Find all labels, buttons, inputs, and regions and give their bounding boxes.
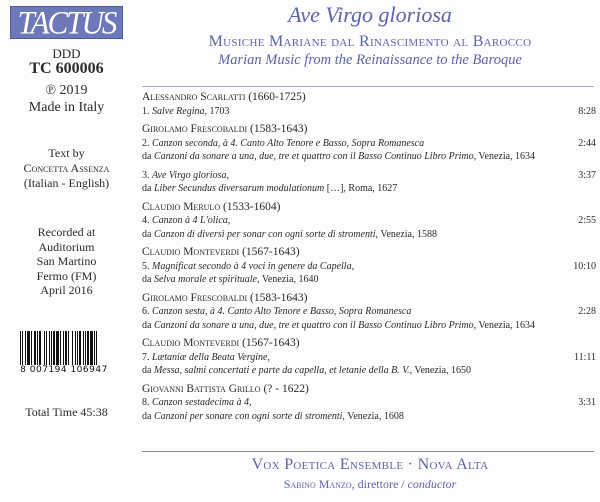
- track-title: Canzon sestadecima à 4: [152, 397, 249, 408]
- source-details: , Venezia, 1588: [375, 228, 437, 240]
- track-number: 3.: [142, 169, 152, 181]
- track-source-line: [142, 364, 596, 378]
- track-title-suffix: ,: [227, 215, 231, 226]
- track-duration: 8:28: [578, 105, 596, 117]
- source-title: Selva morale et spirituale: [153, 274, 257, 285]
- recording-line: San Martino: [36, 254, 97, 268]
- recording-line: Fermo (FM): [36, 268, 97, 283]
- source-details: , Venezia, 1608: [342, 410, 404, 422]
- composer-group: [142, 337, 596, 378]
- conductor-role: , direttore /: [351, 477, 408, 491]
- album-title: Ave Virgo gloriosa: [288, 2, 452, 27]
- composer-group: [142, 91, 596, 118]
- track-number: 8.: [142, 397, 152, 408]
- catalog-number: TC 600006: [29, 60, 104, 77]
- track-number: 6.: [142, 306, 152, 317]
- source-title: Canzoni per sonare con ogni sorte di stromenti: [153, 410, 343, 422]
- track-title-suffix: ,: [226, 169, 229, 181]
- source-title: Canzon di diversi per sonar con ogni sorte di stromenti: [153, 228, 376, 240]
- track-item: [142, 260, 596, 287]
- barcode-bars: [20, 331, 115, 365]
- barcode: [20, 331, 115, 375]
- source-prefix: da: [142, 228, 154, 240]
- track-item: [142, 214, 596, 241]
- source-details: , Venezia, 1634: [473, 151, 536, 162]
- conductor-name: Sabino Manzo: [283, 477, 352, 491]
- track-item: [142, 105, 596, 119]
- source-title: Canzoni da sonare a una, due, tre et quattro con il Basso Continuo Libro Primo: [153, 319, 474, 331]
- source-prefix: da: [142, 183, 154, 194]
- source-prefix: da: [142, 151, 154, 162]
- composer-group: [142, 201, 596, 242]
- track-title: Canzon seconda, à 4. Canto Alto Tenore e Basso, Sopra Romanesca: [152, 137, 425, 149]
- recording-line: Auditorium: [38, 239, 95, 254]
- source-details: , Venezia, 1640: [257, 274, 319, 285]
- track-title: Salve Regina: [152, 105, 205, 117]
- source-prefix: da: [142, 319, 154, 331]
- track-item: [142, 137, 596, 164]
- track-number: 1.: [142, 105, 152, 117]
- track-duration: 2:55: [578, 215, 596, 226]
- total-time: Total Time 45:38: [25, 405, 108, 419]
- source-details: , Venezia, 1634: [473, 319, 536, 331]
- track-item: [142, 305, 596, 332]
- ddd-label: DDD: [52, 46, 81, 61]
- track-title: Magnificat secondo à 4 voci in genere da Capella: [152, 260, 352, 272]
- track-source-line: [142, 182, 596, 196]
- track-title: Lætaniæ della Beata Vergine: [152, 351, 268, 363]
- source-title: Messa, salmi concertati e parte da capella, et letanie della B. V.: [153, 365, 410, 376]
- composer-group: [142, 292, 596, 333]
- track-duration: 10:10: [573, 260, 596, 272]
- phonogram-year: ℗ 2019: [45, 83, 88, 98]
- composer-name: Alessandro Scarlatti (1660-1725): [142, 91, 306, 103]
- track-number: 7.: [142, 351, 152, 363]
- track-number: 5.: [142, 260, 152, 272]
- source-details: […], Roma, 1627: [324, 183, 398, 194]
- track-list: [142, 91, 596, 428]
- source-details: , Venezia, 1650: [409, 365, 472, 376]
- track-title-suffix: ,: [351, 260, 355, 272]
- recording-info: [0, 225, 133, 298]
- source-title: Liber Secundus diversarum modulationum: [153, 183, 325, 194]
- track-title-line: [142, 169, 596, 183]
- track-source-line: [142, 410, 596, 424]
- track-item: [142, 351, 596, 378]
- track-duration: 2:28: [578, 306, 596, 317]
- track-title: Canzon à 4 L'olica: [152, 215, 228, 226]
- track-title-line: [142, 351, 596, 365]
- composer-group: [142, 246, 596, 287]
- track-number: 2.: [142, 137, 152, 149]
- made-in: Made in Italy: [28, 100, 105, 115]
- track-title-line: [142, 214, 596, 228]
- track-duration: 3:31: [578, 397, 596, 408]
- subtitle-english: Marian Music from the Reinaissance to the Baroque: [218, 52, 522, 68]
- composer-group: [142, 383, 596, 424]
- source-prefix: da: [142, 274, 154, 285]
- composer-name: Claudio Monteverdi (1567-1643): [142, 246, 300, 258]
- track-title-line: [142, 396, 596, 410]
- track-title-suffix: ,: [267, 351, 270, 363]
- text-by-label: Text by: [48, 146, 85, 160]
- conductor-role-en: conductor: [407, 477, 457, 491]
- logo-text: TACTUS: [17, 4, 116, 41]
- track-title-suffix: , 1703: [204, 105, 230, 117]
- source-prefix: da: [142, 365, 154, 376]
- composer-name: Claudio Merulo (1533-1604): [142, 200, 281, 213]
- track-title-line: [142, 260, 596, 274]
- track-title-line: [142, 105, 596, 119]
- barcode-space: [97, 331, 99, 365]
- composer-name: Girolamo Frescobaldi (1583-1643): [142, 291, 308, 304]
- text-languages: (Italian - English): [23, 176, 110, 190]
- track-title-suffix: ,: [248, 397, 252, 408]
- source-prefix: da: [142, 410, 154, 422]
- subtitle-italian: Musiche Mariane dal Rinascimento al Barocco: [208, 33, 532, 50]
- track-title: Ave Virgo gloriosa: [152, 169, 227, 181]
- bottom-divider: [142, 451, 594, 452]
- track-item: [142, 396, 596, 423]
- composer-group: [142, 123, 596, 196]
- track-item: [142, 169, 596, 196]
- track-title-line: [142, 305, 596, 319]
- track-source-line: [142, 319, 596, 333]
- recording-line: Recorded at: [37, 225, 96, 239]
- track-source-line: [142, 150, 596, 164]
- top-divider: [142, 86, 594, 87]
- track-duration: 3:37: [578, 169, 596, 181]
- composer-name: Giovanni Battista Grillo (? - 1622): [142, 382, 309, 395]
- ensemble-names: Vox Poetica Ensemble · Nova Alta: [251, 456, 489, 473]
- track-duration: 11:11: [573, 351, 596, 363]
- track-title-line: [142, 137, 596, 151]
- track-source-line: [142, 228, 596, 242]
- barcode-number: 8 007194 106947: [20, 365, 108, 375]
- track-number: 4.: [142, 215, 152, 226]
- composer-name: Girolamo Frescobaldi (1583-1643): [142, 123, 308, 135]
- track-title: Canzon sesta, à 4. Canto Alto Tenore e Basso, Sopra Romanesca: [152, 306, 412, 317]
- source-title: Canzoni da sonare a una, due, tre et quattro con il Basso Continuo Libro Primo: [153, 151, 474, 162]
- track-duration: 2:44: [578, 137, 596, 149]
- conductor-credit: [140, 477, 600, 492]
- recording-line: April 2016: [40, 283, 93, 297]
- composer-name: Claudio Monteverdi (1567-1643): [142, 337, 300, 349]
- track-source-line: [142, 273, 596, 287]
- text-author: Concetta Assenza: [23, 161, 110, 175]
- tactus-logo: [10, 6, 123, 39]
- text-credit: [0, 146, 133, 191]
